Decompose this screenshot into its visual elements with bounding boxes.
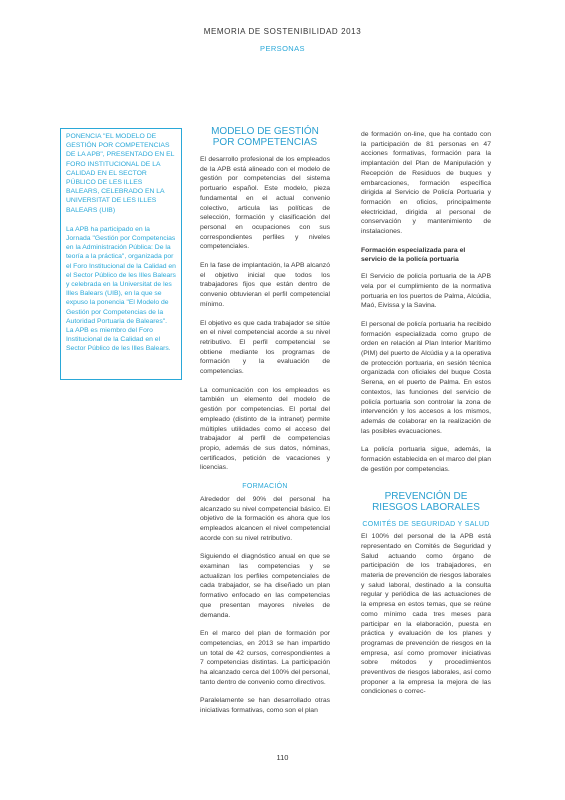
paragraph: En la fase de implantación, la APB alcanzó el objetivo inicial que todos los trabajadores fijos que están dentro de convenio obtuvieran el perfil competencial mínimo. — [200, 262, 330, 308]
sidebar-callout — [60, 128, 182, 380]
paragraph: de formación on-line, que ha contado con la participación de 81 personas en 47 acciones formativas, formación para la implantación del Plan de Manipulación y Recepción de Residuos de buques y embarcaciones, formación específica dirigida al Servicio de Policía Portuaria y formación en oficios, principalmente electricidad, dirigida al personal de conservación y mantenimiento de instalaciones. — [361, 131, 491, 236]
paragraph: Paralelamente se han desarrollado otras iniciativas formativas, como son el plan — [200, 697, 330, 715]
subtitle-comites: COMITÉS DE SEGURIDAD Y SALUD — [362, 520, 490, 528]
subtitle-formacion: FORMACIÓN — [242, 483, 288, 491]
section-label: PERSONAS — [260, 44, 305, 53]
paragraph: La comunicación con los empleados es también un elemento del modelo de gestión por competencias. El portal del empleado (distinto de la intranet) permite múltiples utilidades como el acceso del trabajador al perfil de competencias propio, además de sus datos, nóminas, certificados, petición de vacaciones y licencias. — [200, 386, 330, 472]
bold-heading-policia: Formación especializada para el servicio de la policía portuaria — [361, 246, 466, 264]
paragraph: El objetivo es que cada trabajador se sitúe en el nivel competencial acorde a su nivel retributivo. El perfil competencial se obtiene mediante los programas de formación y la evaluación de competencias. — [200, 319, 330, 376]
section-title-competencias: MODELO DE GESTIÓN POR COMPETENCIAS — [211, 126, 319, 148]
paragraph: El personal de policía portuaria ha recibido formación especializada como grupo de orden en relación al Plan Interior Marítimo (PIM) del puerto de Alcúdia y a la operativa de protección portuaria, en sesión técnica organizada con oficiales del buque Costa Serena, en el puerto de Palma. En estos contextos, las funciones del servicio de policía portuaria son controlar la zona de intervención y los accesos a los mismos, además de colaborar en la realización de las posibles evacuaciones. — [361, 320, 491, 435]
paragraph: El Servicio de policía portuaria de la APB vela por el cumplimiento de la normativa portuaria en los puertos de Palma, Alcúdia, Maó, Eivissa y la Savina. — [361, 273, 491, 310]
paragraph: Alrededor del 90% del personal ha alcanzado su nivel competencial básico. El objetivo de la formación es ahora que los empleados alcancen el nivel competencial acorde con su nivel retributivo. — [200, 495, 330, 542]
paragraph: En el marco del plan de formación por competencias, en 2013 se han impartido un total de 42 cursos, correspondientes a 7 competencias distintas. La participación ha alcanzado cerca del 100% del personal, tanto dentro de convenio como directivos. — [200, 630, 330, 686]
paragraph: La policía portuaria sigue, además, la formación establecida en el marco del plan de gestión por competencias. — [361, 446, 491, 473]
section-title-prevencion: PREVENCIÓN DE RIESGOS LABORALES — [372, 490, 480, 513]
paragraph: El 100% del personal de la APB está representado en Comités de Seguridad y Salud actuando como órgano de participación de los trabajadores, en materia de prevención de riesgos laborales y salud laboral, destinado a la consulta regular y periódica de las actuaciones de la empresa en estos temas, que se reúne como mínimo cada tres meses para participar en la elaboración, puesta en práctica y evaluación de los planes y programas de prevención de riesgos en la empresa, así como promover iniciativas sobre métodos y procedimientos preventivos de riesgos laborales, así como proponer a la empresa la mejora de las condiciones o correc- — [361, 533, 491, 696]
paragraph: Siguiendo el diagnóstico anual en que se examinan las competencias y se actualizan los perfiles competenciales de cada trabajador, se ha diseñado un plan formativo enfocado en las competencias que presentan mayores niveles de demanda. — [200, 553, 330, 619]
sidebar-body: La APB ha participado en la Jornada "Gestión por Competencias en la Administración Pública: De la teoría a la práctica", organizada por el Foro Institucional de la Calidad en el Sector Público de les Illes Balears y celebrada en la Universitat de les Illes Balears (UIB), en la que se expuso la ponencia "El Modelo de Gestión por Competencias de la Autoridad Portuaria de Baleares". La APB es miembro del Foro Institucional de la Calidad en el Sector Público de les Illes Balears. — [66, 225, 176, 353]
paragraph: El desarrollo profesional de los empleados de la APB está alineado con el modelo de gestión por competencias del sistema portuario español. Este modelo, pieza fundamental en el actual convenio colectivo, articula las políticas de selección, formación y clasificación del personal en ocupaciones con sus correspondientes perfiles y niveles competenciales. — [200, 156, 330, 251]
report-title: MEMORIA DE SOSTENIBILIDAD 2013 — [203, 27, 362, 36]
sidebar-title: PONENCIA "EL MODELO DE GESTIÓN POR COMPETENCIAS DE LA APB", PRESENTADO EN EL FORO INSTITUCIONAL DE LA CALIDAD EN EL SECTOR PÚBLICO DE LES ILLES BALEARS, CELEBRADO EN LA UNIVERSITAT DE LES ILLES BALEARS (UIB) — [66, 133, 175, 214]
column-right — [361, 130, 491, 706]
page-number: 110 — [276, 753, 289, 762]
column-left — [200, 126, 330, 725]
